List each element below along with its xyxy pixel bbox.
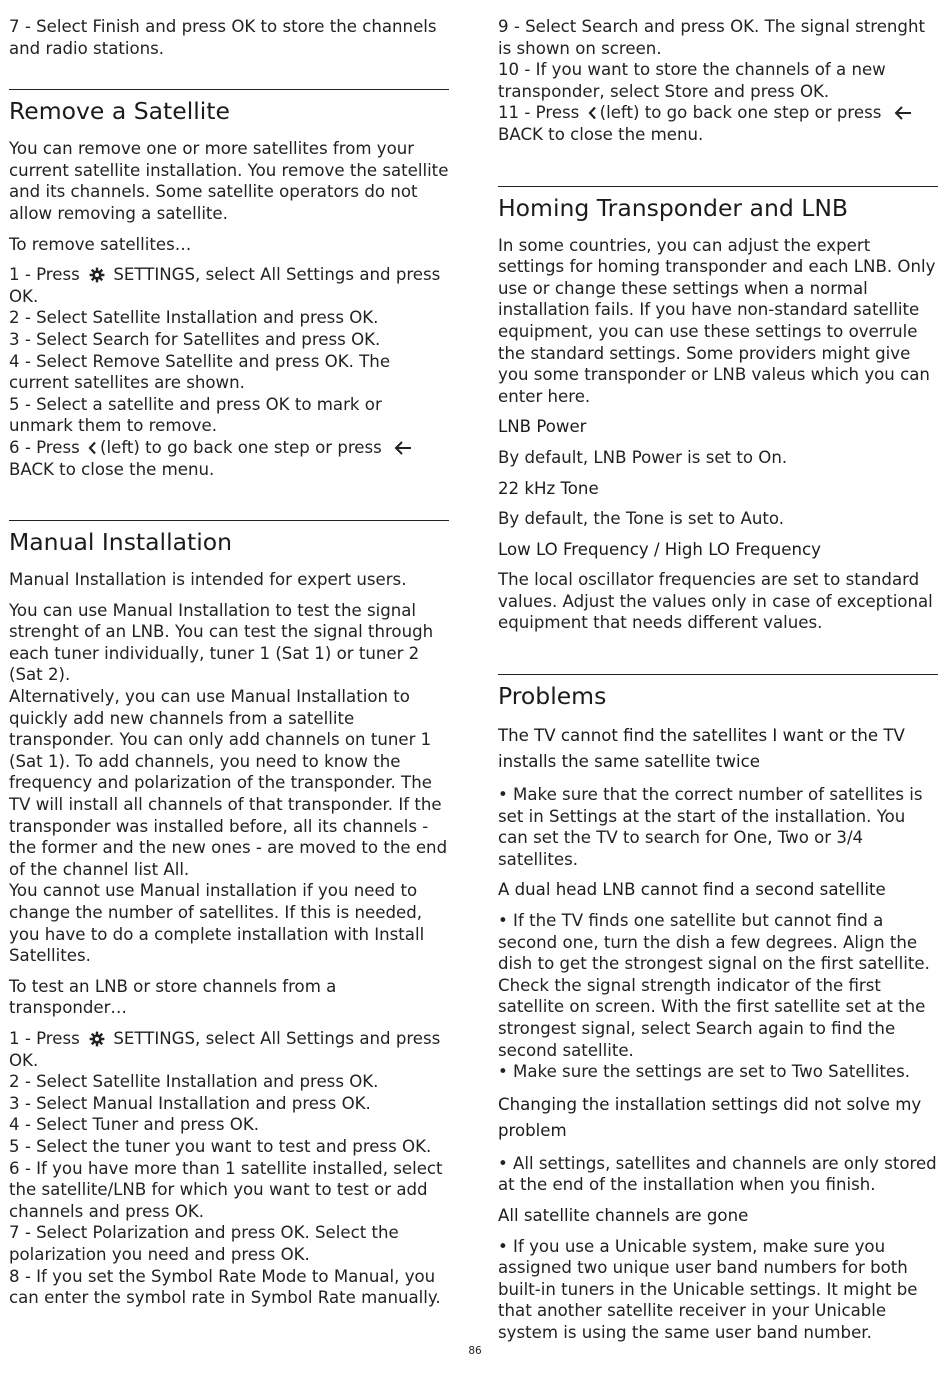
section-title: Problems [498, 682, 607, 711]
gear-icon [89, 1031, 105, 1047]
step-7: 7 - Select Polarization and press OK. Select the polarization you need and press OK. [9, 1223, 399, 1264]
paragraph: • If you use a Unicable system, make sure you assigned two unique user band numbers for both built-in tuners in the Unicable settings. It might be that another satellite receiver in your Unicable system is using the same user band number. [498, 1236, 918, 1342]
paragraph: • Make sure the settings are set to Two Satellites. [498, 1062, 911, 1082]
back-arrow-icon [393, 440, 413, 456]
chevron-left-icon [87, 439, 98, 453]
paragraph: You can remove one or more satellites from your current satellite installation. You remove the satellite and its channels. Some satellite operators do not allow removing a satellite. [9, 139, 449, 223]
step-text: BACK to close the menu. [498, 124, 704, 144]
step-3: 3 - Select Manual Installation and press OK. [9, 1093, 371, 1113]
step-6 [9, 437, 449, 480]
step-text: SETTINGS, select All Settings and press OK. [9, 1028, 441, 1070]
paragraph: • Make sure that the correct number of satellites is set in Settings at the start of the installation. You can set the TV to search for One, Two or 3/4 satellites. [498, 785, 923, 869]
step-7-finish: 7 - Select Finish and press OK to store the channels and radio stations. [9, 17, 437, 58]
step-text: 6 - Press [9, 437, 86, 457]
gear-icon [89, 267, 105, 283]
step-1 [9, 264, 449, 307]
section-title: Remove a Satellite [9, 97, 230, 126]
step-9: 9 - Select Search and press OK. The signal strenght is shown on screen. [498, 17, 925, 58]
right-column [498, 16, 938, 1353]
step-text: 1 - Press [9, 1028, 86, 1048]
step-1 [9, 1028, 449, 1071]
steps-list [9, 264, 449, 480]
step-text: 11 - Press [498, 103, 585, 123]
paragraph: To remove satellites… [9, 234, 192, 254]
section-problems [498, 674, 938, 1343]
step-text: BACK to close the menu. [9, 459, 215, 479]
subheading-lo-frequency: Low LO Frequency / High LO Frequency [498, 539, 821, 559]
paragraph: By default, the Tone is set to Auto. [498, 509, 784, 529]
paragraph: The local oscillator frequencies are set to standard values. Adjust the values only in case of exceptional equipment that needs different values. [498, 570, 933, 633]
steps-list [9, 1028, 449, 1309]
step-5: 5 - Select a satellite and press OK to mark or unmark them to remove. [9, 394, 382, 436]
section-manual-installation [9, 520, 449, 1309]
step-text: (left) to go back one step or press [100, 437, 388, 457]
subheading-problem: Changing the installation settings did not solve my problem [498, 1094, 922, 1140]
paragraph: You can use Manual Installation to test the signal strenght of an LNB. You can test the signal through each tuner individually, tuner 1 (Sat 1) or tuner 2 (Sat 2). [9, 600, 434, 685]
section-title: Homing Transponder and LNB [498, 193, 849, 222]
steps-list [498, 16, 938, 146]
back-arrow-icon [893, 105, 913, 121]
section-remove-satellite [9, 89, 449, 480]
section-divider [498, 674, 938, 675]
paragraph: Manual Installation is intended for expert users. [9, 570, 407, 590]
paragraph: By default, LNB Power is set to On. [498, 447, 788, 467]
left-column [9, 16, 449, 1309]
step-text: 1 - Press [9, 265, 86, 285]
step-2: 2 - Select Satellite Installation and press OK. [9, 308, 379, 328]
section-divider [9, 520, 449, 521]
subheading-lnb-power: LNB Power [498, 417, 587, 437]
paragraph: Alternatively, you can use Manual Installation to quickly add new channels from a satellite transponder. You can only add channels on tuner 1 (Sat 1). To add channels, you need to know the frequency and polarization of the transponder. The TV will install all channels of that transponder. If the transponder was installed before, all its channels - the former and the new ones - are moved to the end of the channel list All. [9, 687, 448, 879]
section-divider [498, 186, 938, 187]
step-10: 10 - If you want to store the channels of a new transponder, select Store and press OK. [498, 60, 886, 101]
paragraph: To test an LNB or store channels from a transponder… [9, 976, 337, 1018]
step-text: SETTINGS, select All Settings and press OK. [9, 265, 441, 306]
paragraph: • All settings, satellites and channels are only stored at the end of the installation when you finish. [498, 1153, 937, 1195]
subheading-problem: All satellite channels are gone [498, 1205, 749, 1225]
step-4: 4 - Select Tuner and press OK. [9, 1115, 259, 1135]
section-homing-transponder [498, 186, 938, 635]
chevron-left-icon [587, 104, 598, 118]
page-number: 86 [468, 1345, 482, 1357]
step-11 [498, 102, 938, 145]
step-2: 2 - Select Satellite Installation and press OK. [9, 1072, 379, 1092]
subheading-problem: A dual head LNB cannot find a second satellite [498, 880, 886, 900]
step-8: 8 - If you set the Symbol Rate Mode to Manual, you can enter the symbol rate in Symbol Rate manually. [9, 1266, 441, 1308]
subheading-problem: The TV cannot find the satellites I want or the TV installs the same satellite twice [498, 726, 905, 772]
subheading-22khz-tone: 22 kHz Tone [498, 478, 599, 498]
paragraph: You cannot use Manual installation if you need to change the number of satellites. If this is needed, you have to do a complete installation with Install Satellites. [9, 881, 425, 966]
step-3: 3 - Select Search for Satellites and press OK. [9, 329, 381, 349]
step-4: 4 - Select Remove Satellite and press OK. The current satellites are shown. [9, 351, 391, 393]
section-title: Manual Installation [9, 528, 233, 557]
step-5: 5 - Select the tuner you want to test and press OK. [9, 1136, 432, 1156]
paragraph: • If the TV finds one satellite but cannot find a second one, turn the dish a few degrees. Align the dish to get the strongest signal on the first satellite. Check the signal strength indicator of the first satellite on screen. With the first satellite set at the strongest signal, select Search again to find the second satellite. [498, 911, 930, 1060]
step-6: 6 - If you have more than 1 satellite installed, select the satellite/LNB for which you want to test or add channels and press OK. [9, 1158, 443, 1221]
paragraph: In some countries, you can adjust the expert settings for homing transponder and each LNB. Only use or change these settings when a normal installation fails. If you have non-standard satellite equipment, you can use these settings to overrule the standard settings. Some providers might give you some transponder or LNB valeus which you can enter here. [498, 235, 936, 406]
step-text: (left) to go back one step or press [599, 103, 887, 123]
section-divider [9, 89, 449, 90]
